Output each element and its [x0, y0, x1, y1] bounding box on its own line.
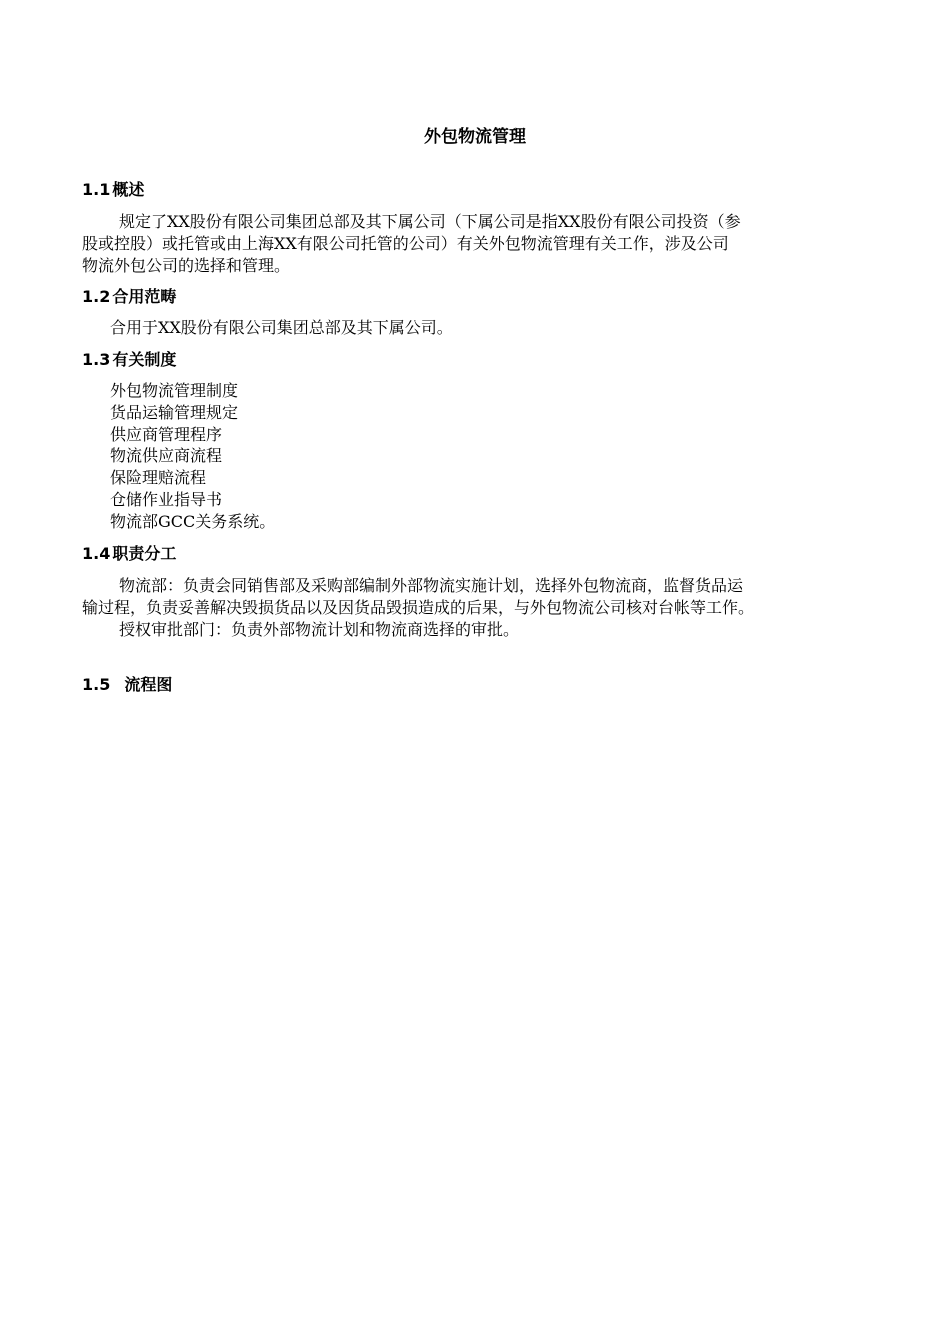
section-1-2-body [110, 317, 910, 339]
section-1-1-body [82, 211, 882, 277]
paragraph-line: 授权审批部门：负责外部物流计划和物流商选择的审批。 [119, 620, 520, 639]
section-title: 概述 [112, 180, 145, 199]
paragraph-line: 输过程，负责妥善解决毁损货品以及因货品毁损造成的后果，与外包物流公司核对台帐等工作。 [82, 598, 755, 617]
related-policies-list [110, 380, 275, 533]
section-number: 1.4 [82, 544, 111, 563]
list-item: 物流部GCC关务系统。 [110, 511, 276, 531]
paragraph-line: 股或控股）或托管或由上海XX有限公司托管的公司）有关外包物流管理有关工作，涉及公司 [82, 234, 729, 253]
list-item: 仓储作业指导书 [110, 489, 223, 509]
section-title: 合用范畴 [112, 287, 177, 306]
list-item: 供应商管理程序 [110, 424, 223, 444]
paragraph-line: 物流部：负责会同销售部及采购部编制外部物流实施计划，选择外包物流商，监督货品运 [119, 576, 744, 595]
section-title: 有关制度 [112, 350, 177, 369]
section-1-4-heading [82, 543, 176, 565]
document-title: 外包物流管理 [424, 127, 526, 147]
section-title: 职责分工 [112, 544, 177, 563]
list-item: 外包物流管理制度 [110, 381, 239, 400]
section-1-5-heading [82, 674, 172, 696]
section-1-3-heading [82, 349, 176, 371]
section-title: 流程图 [124, 675, 173, 694]
paragraph-line: 合用于XX股份有限公司集团总部及其下属公司。 [110, 318, 453, 337]
list-item: 保险理赔流程 [110, 468, 207, 488]
section-number: 1.2 [82, 287, 111, 306]
paragraph-line: 规定了XX股份有限公司集团总部及其下属公司（下属公司是指XX股份有限公司投资（参 [119, 212, 741, 231]
list-item: 货品运输管理规定 [110, 402, 239, 422]
section-number: 1.1 [82, 180, 111, 199]
section-1-2-heading [82, 286, 176, 308]
paragraph-line: 物流外包公司的选择和管理。 [82, 256, 291, 275]
section-1-1-heading [82, 179, 144, 201]
section-number: 1.5 [82, 675, 111, 694]
list-item: 物流供应商流程 [110, 446, 223, 466]
section-1-4-body [82, 575, 882, 641]
section-number: 1.3 [82, 350, 111, 369]
